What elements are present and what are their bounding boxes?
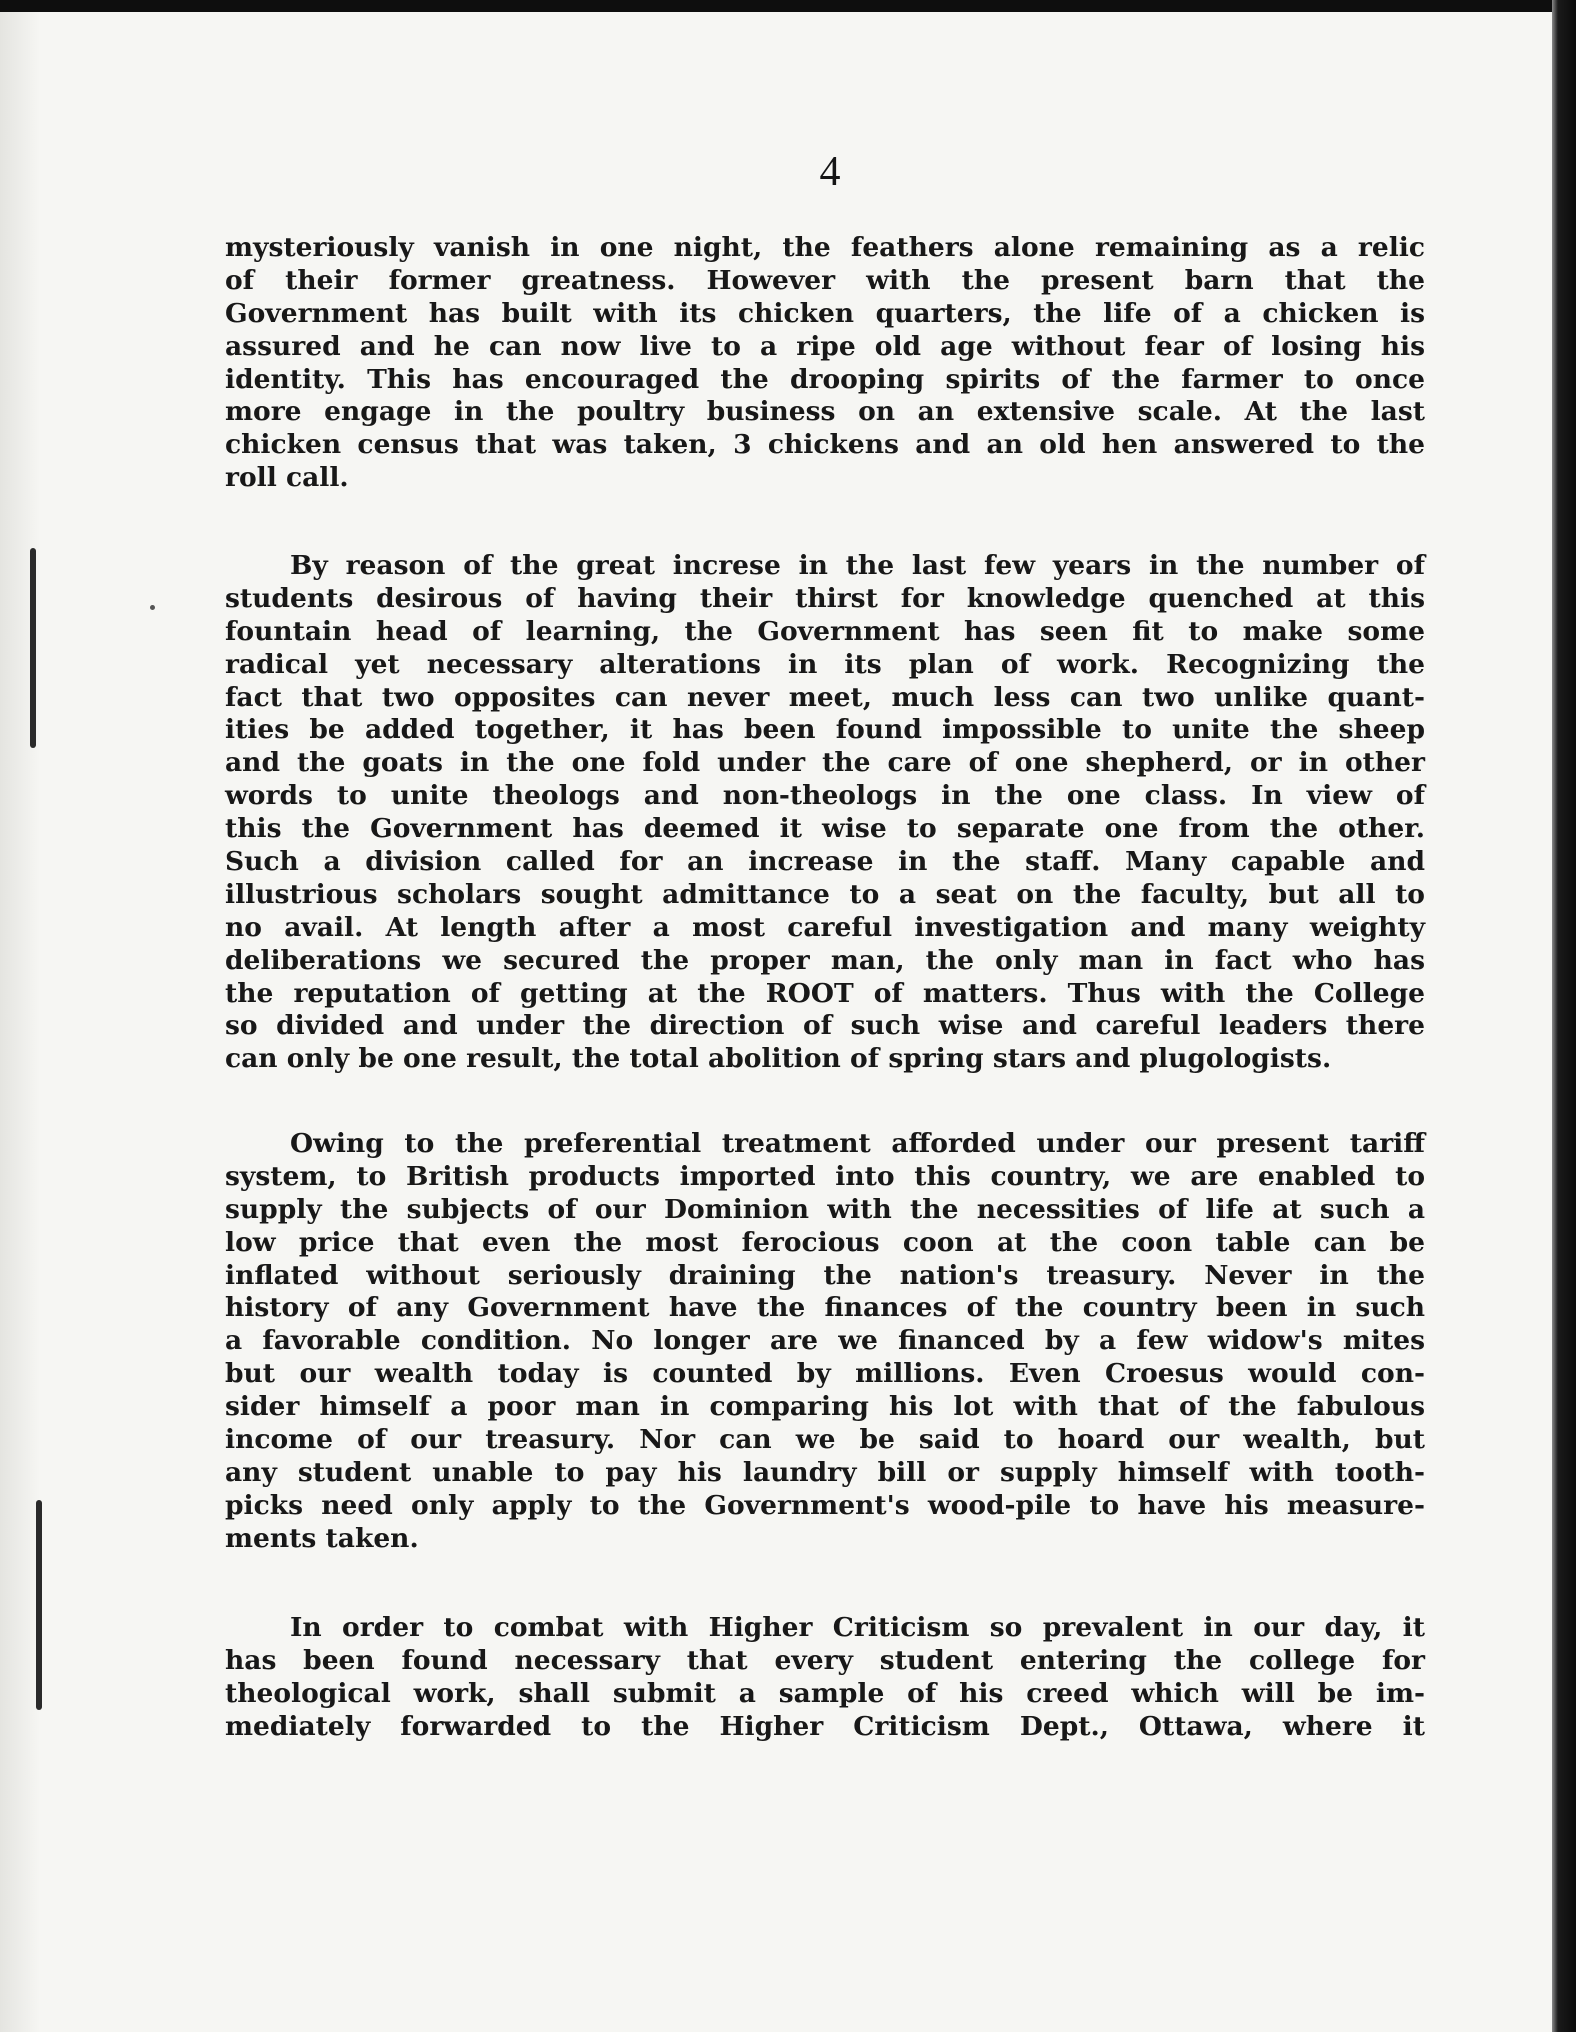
scan-top-border — [0, 0, 1576, 12]
text-line: but our wealth today is counted by millions. Even Croesus would con- — [225, 1358, 1425, 1390]
text-line: words to unite theologs and non-theologs in the one class. In view of — [225, 780, 1425, 812]
text-line: fountain head of learning, the Government has seen fit to make some — [225, 615, 1425, 647]
paragraph-4 — [225, 1612, 1425, 1744]
text-line: deliberations we secured the proper man, the only man in fact who has — [225, 944, 1425, 976]
page-gutter-shadow — [0, 0, 40, 2032]
text-line: mediately forwarded to the Higher Criticism Dept., Ottawa, where it — [225, 1710, 1425, 1742]
text-line: has been found necessary that every student entering the college for — [225, 1644, 1425, 1676]
text-line: a favorable condition. No longer are we financed by a few widow's mites — [225, 1325, 1425, 1357]
binding-mark-upper — [30, 548, 36, 748]
text-line: mysteriously vanish in one night, the feathers alone remaining as a relic — [225, 232, 1425, 263]
text-line: inflated without seriously draining the nation's treasury. Never in the — [225, 1259, 1425, 1291]
text-line: theological work, shall submit a sample of his creed which will be im- — [225, 1677, 1425, 1709]
text-line: more engage in the poultry business on an extensive scale. At the last — [225, 396, 1425, 428]
text-line: picks need only apply to the Government's wood-pile to have his measure- — [225, 1489, 1425, 1521]
text-line: Such a division called for an increase in the staff. Many capable and — [225, 846, 1425, 878]
text-line: of their former greatness. However with the present barn that the — [225, 264, 1425, 296]
text-line: this the Government has deemed it wise to separate one from the other. — [225, 813, 1425, 845]
paragraph-1 — [225, 232, 1425, 495]
text-line: no avail. At length after a most careful investigation and many weighty — [225, 911, 1425, 943]
text-line: the reputation of getting at the ROOT of matters. Thus with the College — [225, 977, 1425, 1009]
text-line: low price that even the most ferocious coon at the coon table can be — [225, 1226, 1425, 1258]
text-line: fact that two opposites can never meet, much less can two unlike quant- — [225, 681, 1425, 713]
paragraph-3 — [225, 1128, 1425, 1556]
text-line: chicken census that was taken, 3 chickens and an old hen answered to the — [225, 429, 1425, 461]
text-line: assured and he can now live to a ripe old age without fear of losing his — [225, 330, 1425, 362]
scan-right-border — [1552, 0, 1576, 2032]
paragraph-2 — [225, 550, 1425, 1076]
text-line: illustrious scholars sought admittance to a seat on the faculty, but all to — [225, 878, 1425, 910]
text-line: and the goats in the one fold under the care of one shepherd, or in other — [225, 747, 1425, 779]
text-line: roll call. — [225, 462, 349, 494]
text-line: can only be one result, the total abolition of spring stars and plugologists. — [225, 1043, 1332, 1075]
text-line: students desirous of having their thirst for knowledge quenched at this — [225, 582, 1425, 614]
text-line: system, to British products imported into this country, we are enabled to — [225, 1160, 1425, 1192]
text-line: radical yet necessary alterations in its plan of work. Recognizing the — [225, 648, 1425, 680]
text-line: By reason of the great increse in the last few years in the number of — [290, 550, 1425, 581]
page-number: 4 — [819, 149, 841, 195]
text-line: ities be added together, it has been found impossible to unite the sheep — [225, 714, 1425, 746]
text-line: income of our treasury. Nor can we be said to hoard our wealth, but — [225, 1424, 1425, 1456]
text-line: In order to combat with Higher Criticism so prevalent in our day, it — [290, 1612, 1425, 1643]
ink-speck — [150, 605, 155, 610]
text-line: history of any Government have the finances of the country been in such — [225, 1292, 1425, 1324]
text-line: any student unable to pay his laundry bill or supply himself with tooth- — [225, 1456, 1425, 1488]
text-line: Government has built with its chicken quarters, the life of a chicken is — [225, 297, 1425, 329]
text-line: identity. This has encouraged the drooping spirits of the farmer to once — [225, 363, 1425, 395]
text-line: Owing to the preferential treatment afforded under our present tariff — [290, 1128, 1425, 1159]
text-line: supply the subjects of our Dominion with the necessities of life at such a — [225, 1193, 1425, 1225]
text-line: sider himself a poor man in comparing his lot with that of the fabulous — [225, 1391, 1425, 1423]
text-line: so divided and under the direction of such wise and careful leaders there — [225, 1010, 1425, 1042]
binding-mark-lower — [36, 1500, 42, 1710]
text-line: ments taken. — [225, 1522, 419, 1554]
